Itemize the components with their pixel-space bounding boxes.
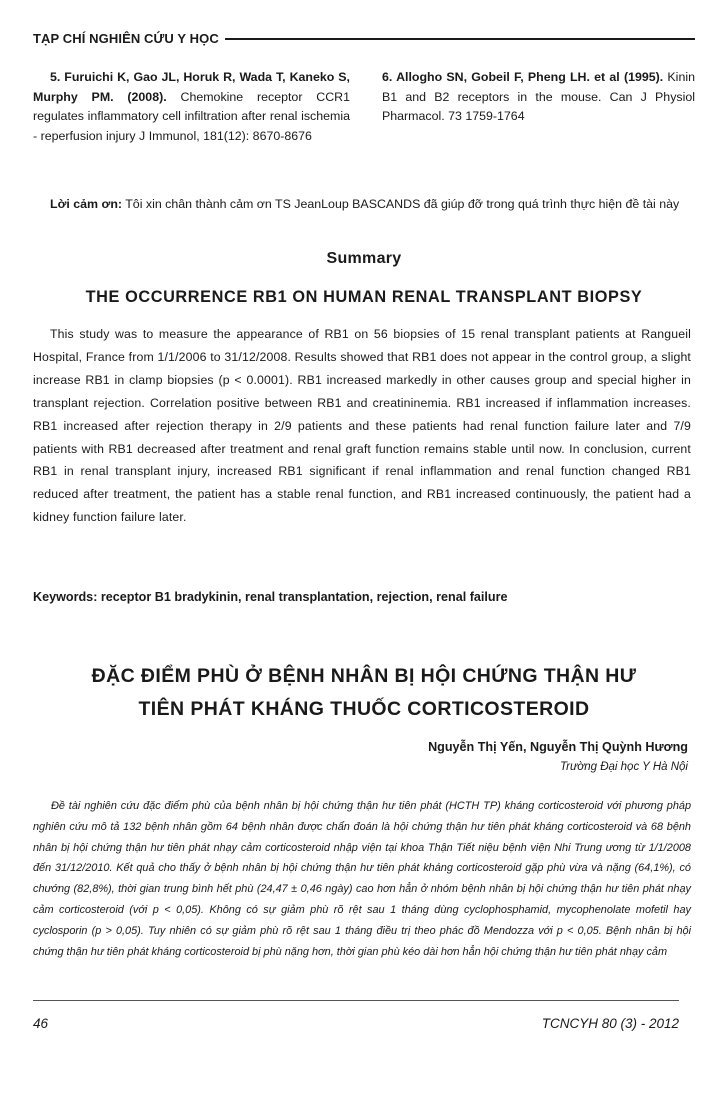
vietnamese-abstract: Đề tài nghiên cứu đặc điểm phù của bệnh nhân bị hội chứng thận hư tiên phát (HCTH TP) kháng corticosteroid với phương pháp nghiên cứu mô tả 132 bệnh nhân gồm 64 bệnh nhân được chẩn đoán là hội chứng thận hư tiên phát kháng corticosteroid và 68 bệnh nhân bị hội chứng thận hư tiên phát nhạy cảm corticosteroid nhập viện tại khoa Thận Tiết niệu bệnh viện Nhi Trung ương từ 1/1/2008 đến 31/12/2010. Kết quả cho thấy ở bệnh nhân bị hội chứng thận hư tiên phát kháng corticosteroid gặp phù vừa và nặng (64,1%), có chướng (82,8%), thời gian trung bình hết phù (24,47 ± 0,46 ngày) cao hơn hẳn ở nhóm bệnh nhân bị hội chứng thận hư tiên phát nhạy cảm corticosteroid (với p < 0,05). Không có sự giảm phù rõ rệt sau 1 tháng dùng cyclophosphamid, mycophenolate mofetil hay cyclosporin (p > 0,05). Tuy nhiên có sự giảm phù rõ rệt sau 1 tháng điều trị theo phác đồ Mendozza với p < 0,05. Bệnh nhân bị hội chứng thận hư tiên phát kháng corticosteroid bị phù nặng hơn, thời gian phù kéo dài hơn hẳn hội chứng thận hư tiên phát nhạy cảm [33,800,691,958]
journal-title: TẠP CHÍ NGHIÊN CỨU Y HỌC [33,30,219,46]
keywords: Keywords: receptor B1 bradykinin, renal transplantation, rejection, renal failure [33,590,508,604]
english-title: THE OCCURRENCE RB1 ON HUMAN RENAL TRANSPLANT BIOPSY [85,288,643,306]
reference-text: Chemokine receptor CCR1 regulates inflammatory cell infiltration after renal ischemia - reperfusion injury J Immunol, 181(12): 8670-8676 [33,89,350,143]
reference-authors: 6. Allogho SN, Gobeil F, Pheng LH. et al (1995). [382,70,664,84]
footer-rule [33,1000,679,1001]
page-number: 46 [33,1016,49,1031]
summary-heading: Summary [326,250,402,267]
reference-text: Kinin B1 and B2 receptors in the mouse. Can J Physiol Pharmacol. 73 1759-1764 [382,70,695,124]
article-title-line: ĐẶC ĐIỂM PHÙ Ở BỆNH NHÂN BỊ HỘI CHỨNG THẬN HƯ [91,665,637,687]
header-rule [225,38,695,40]
page-footer [33,1016,679,1031]
reference-item [382,68,695,146]
journal-issue: TCNCYH 80 (3) - 2012 [541,1016,679,1031]
running-header [33,28,695,48]
acknowledgement-label: Lời cảm ơn: [50,197,123,211]
acknowledgement [33,195,695,215]
reference-item [33,68,350,146]
reference-authors: 5. Furuichi K, Gao JL, Horuk R, Wada T, Kaneko S, Murphy PM. (2008). [33,70,350,104]
article-title-line: TIÊN PHÁT KHÁNG THUỐC CORTICOSTEROID [138,698,590,720]
english-abstract: This study was to measure the appearance of RB1 on 56 biopsies of 15 renal transplant patients at Rangueil Hospital, France from 1/1/2006 to 31/12/2008. Results showed that RB1 does not appear in the control group, a slight increase RB1 in clamp biopsies (p < 0.0001). RB1 increased markedly in other causes group and special higher in transplant rejection. Correlation positive between RB1 and creatininemia. RB1 increased if inflammation increases. RB1 increased after rejection therapy in 2/9 patients and these patients had renal function failure later and 7/9 patients with RB1 decreased after treatment and renal graft function remains stable until now. In conclusion, current RB1 in renal transplant injury, increased RB1 significant if renal inflammation and renal function changed RB1 reduced after treatment, the patient has a stable renal function, and RB1 increased continuously, the patient had a kidney function failure later. [33,327,691,525]
acknowledgement-text: Tôi xin chân thành cảm ơn TS JeanLoup BASCANDS đã giúp đỡ trong quá trình thực hiện đề tài này [125,197,680,211]
article-title [33,660,695,726]
reference-list [33,68,695,146]
article-authors: Nguyễn Thị Yến, Nguyễn Thị Quỳnh Hương [428,740,688,754]
article-affiliation: Trường Đại học Y Hà Nội [559,761,688,773]
